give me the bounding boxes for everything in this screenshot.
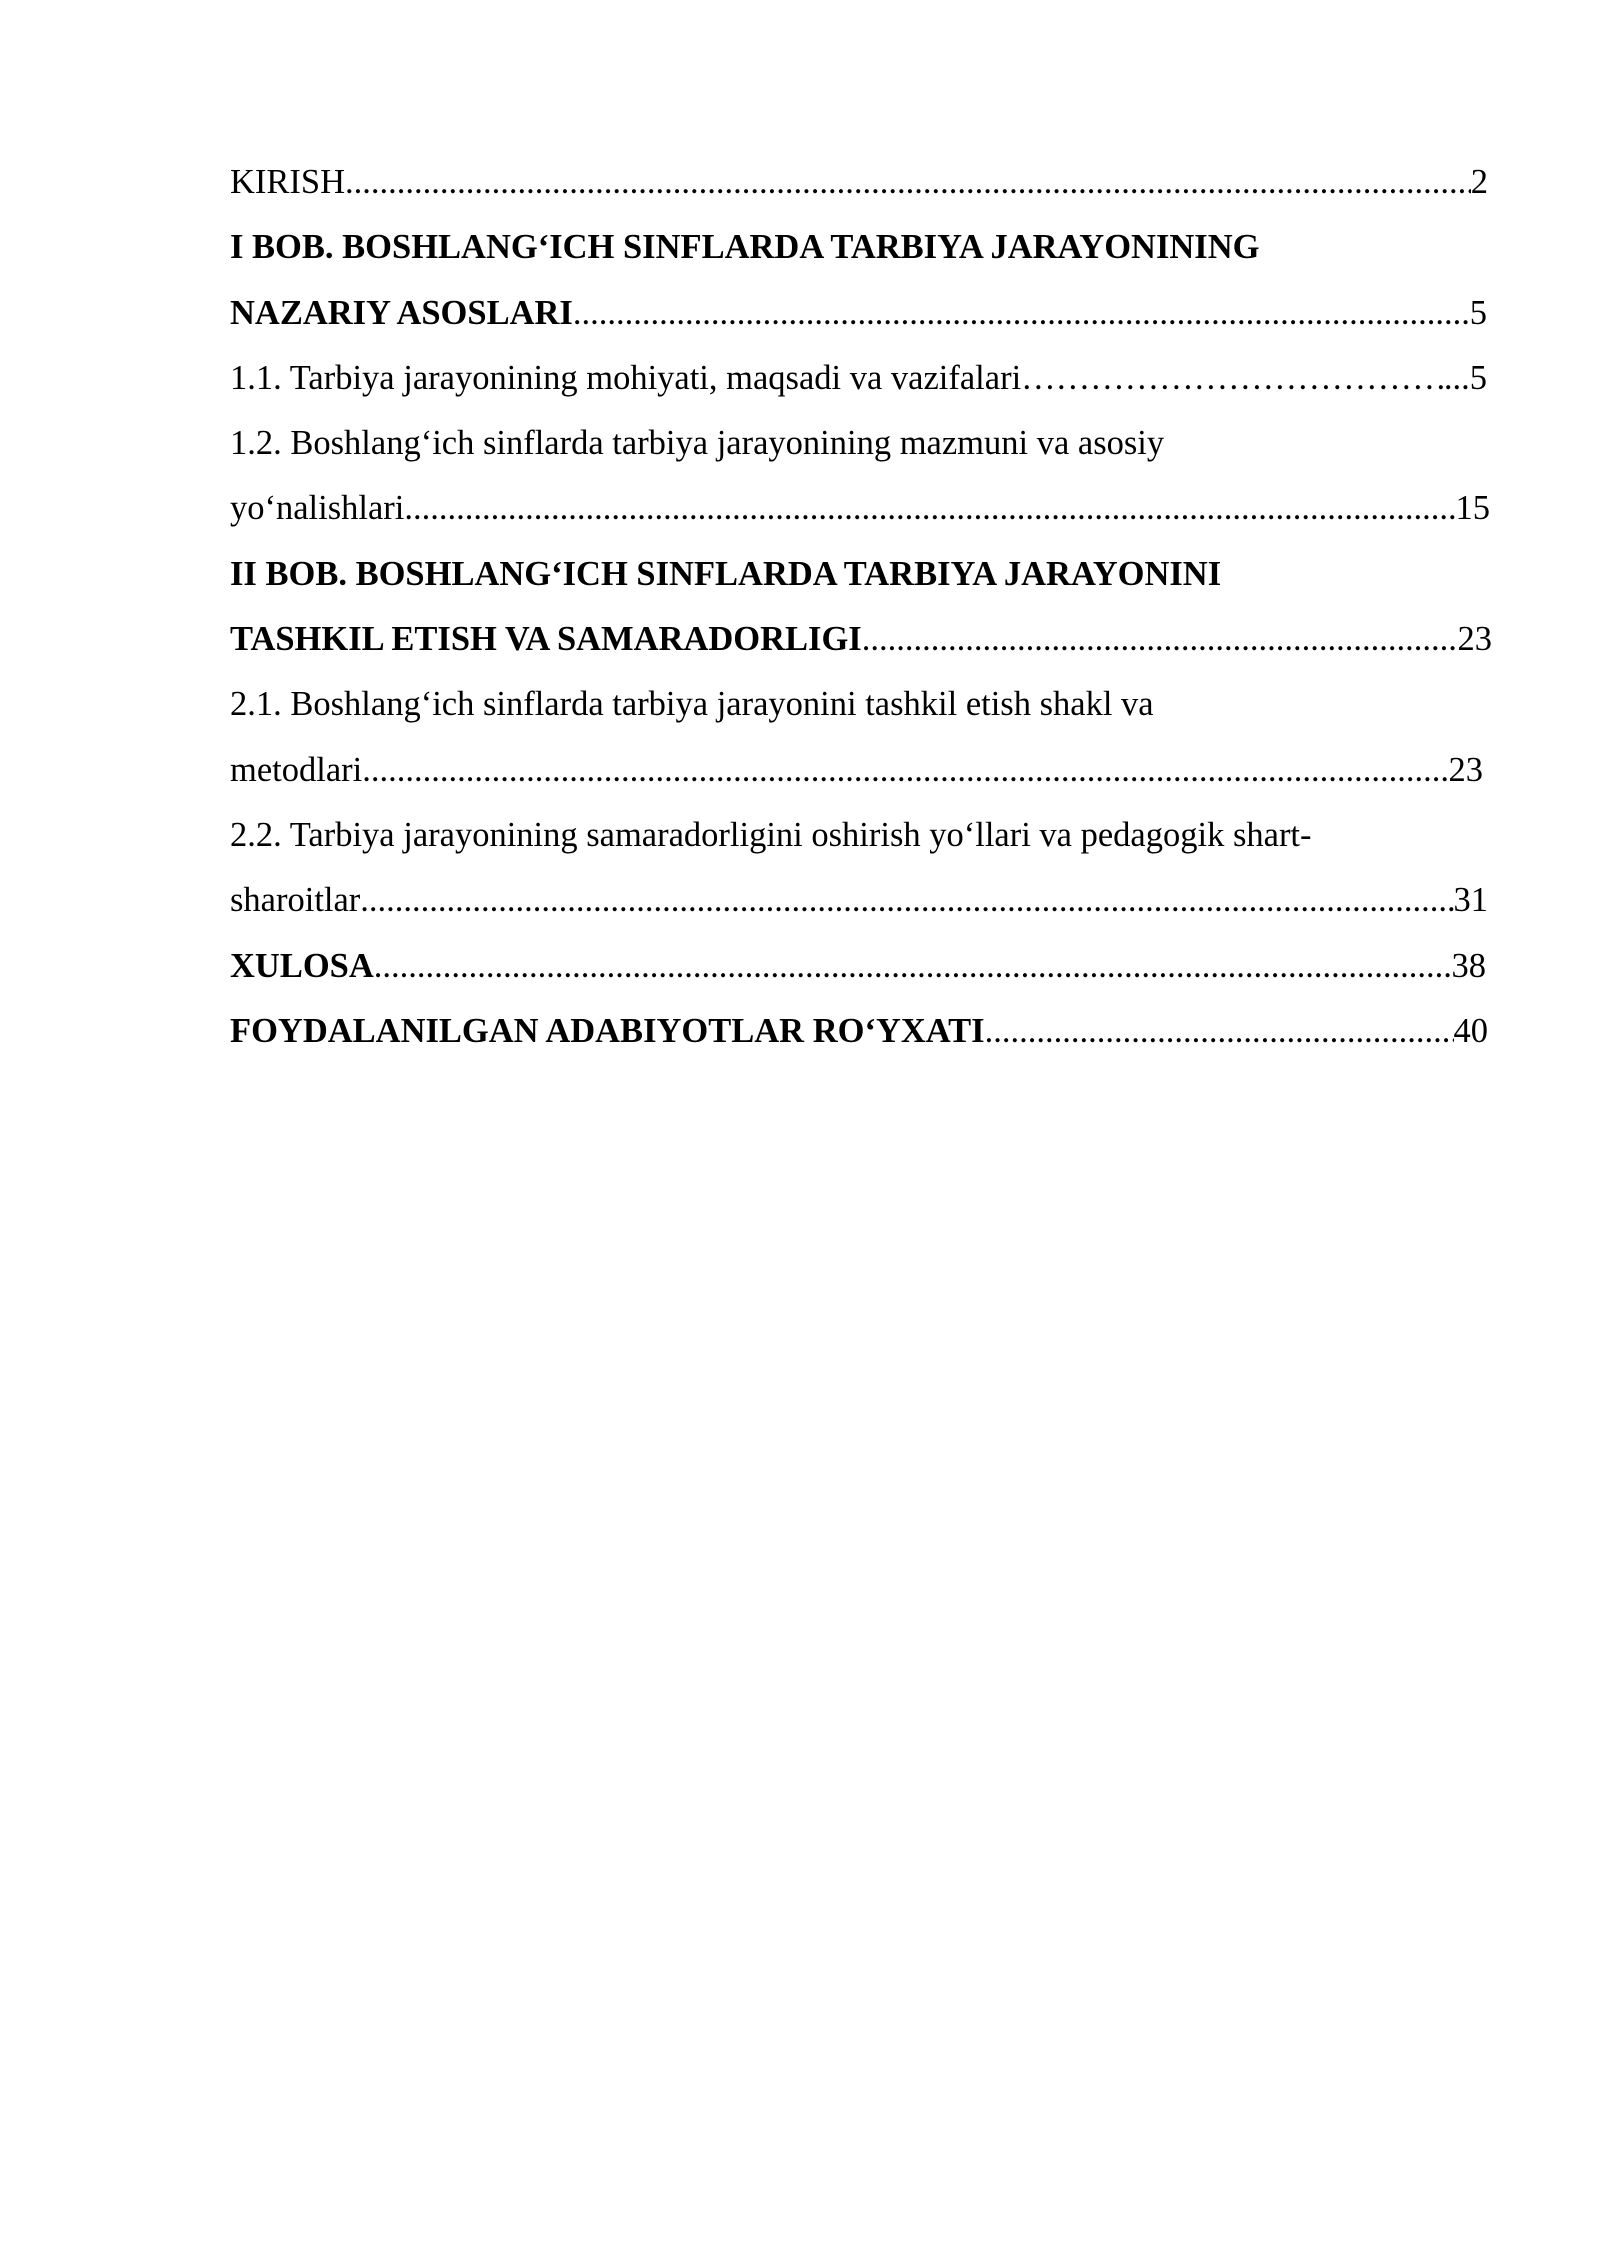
dot-leader: [1021, 346, 1444, 411]
toc-chapter-2-title: II BOB. BOSHLANG‘ICH SINFLARDA TARBIYA JARAYONINI: [230, 554, 1222, 593]
table-of-contents: [230, 150, 1490, 1064]
toc-entry-title: sharoitlar: [230, 881, 361, 920]
toc-entry-title: 1.1. Tarbiya jarayonining mohiyati, maqsadi va vazifalari: [230, 358, 1022, 397]
toc-entry-kirish: [230, 150, 1488, 215]
toc-entry-section-1-1: [230, 346, 1487, 411]
dot-leader: [360, 868, 1453, 933]
toc-entry-title: yo‘nalishlari: [230, 489, 405, 528]
toc-page-number: 31: [1453, 881, 1488, 920]
toc-chapter-1-title: I BOB. BOSHLANG‘ICH SINFLARDA TARBIYA JARAYONINING: [230, 228, 1260, 267]
toc-entry-title: NAZARIY ASOSLARI: [230, 293, 573, 332]
toc-entry-title: XULOSA: [230, 946, 374, 985]
dot-leader: [404, 476, 1455, 541]
toc-entry-section-2-2: [230, 868, 1488, 933]
dot-leader: [573, 281, 1470, 346]
toc-entry-title: metodlari: [230, 750, 363, 789]
toc-entry-chapter-1: [230, 281, 1487, 346]
toc-section-1-2-title: 1.2. Boshlang‘ich sinflarda tarbiya jarayonining mazmuni va asosiy: [230, 424, 1165, 463]
dot-leader: [985, 999, 1454, 1064]
toc-entry-chapter-2: [230, 607, 1492, 672]
dot-leader: [345, 150, 1471, 215]
toc-entry-title: TASHKIL ETISH VA SAMARADORLIGI: [230, 620, 862, 659]
toc-entry-section-1-2: [230, 476, 1490, 541]
dot-leader: [374, 934, 1452, 999]
toc-entry-section-2-1: [230, 738, 1483, 803]
toc-entry-title: KIRISH: [230, 163, 346, 201]
toc-page-number: 23: [1457, 620, 1492, 659]
toc-page-number: 38: [1451, 946, 1486, 985]
dot-leader: [862, 607, 1458, 672]
toc-page-number: ...5: [1443, 358, 1487, 397]
toc-entry-bibliography: [230, 999, 1488, 1064]
toc-page-number: 40: [1453, 1011, 1488, 1050]
toc-page-number: 15: [1455, 489, 1490, 528]
dot-leader: [362, 738, 1448, 803]
toc-entry-title: FOYDALANILGAN ADABIYOTLAR RO‘YXATI: [230, 1011, 985, 1050]
toc-page-number: 5: [1469, 293, 1487, 332]
toc-page-number: 23: [1448, 750, 1483, 789]
toc-section-2-1-title: 2.1. Boshlang‘ich sinflarda tarbiya jarayonini tashkil etish shakl va: [230, 685, 1154, 724]
toc-entry-xulosa: [230, 934, 1486, 999]
toc-section-2-2-title: 2.2. Tarbiya jarayonining samaradorligini oshirish yo‘llari va pedagogik shart-: [230, 815, 1312, 854]
toc-page-number: 2: [1470, 163, 1488, 201]
